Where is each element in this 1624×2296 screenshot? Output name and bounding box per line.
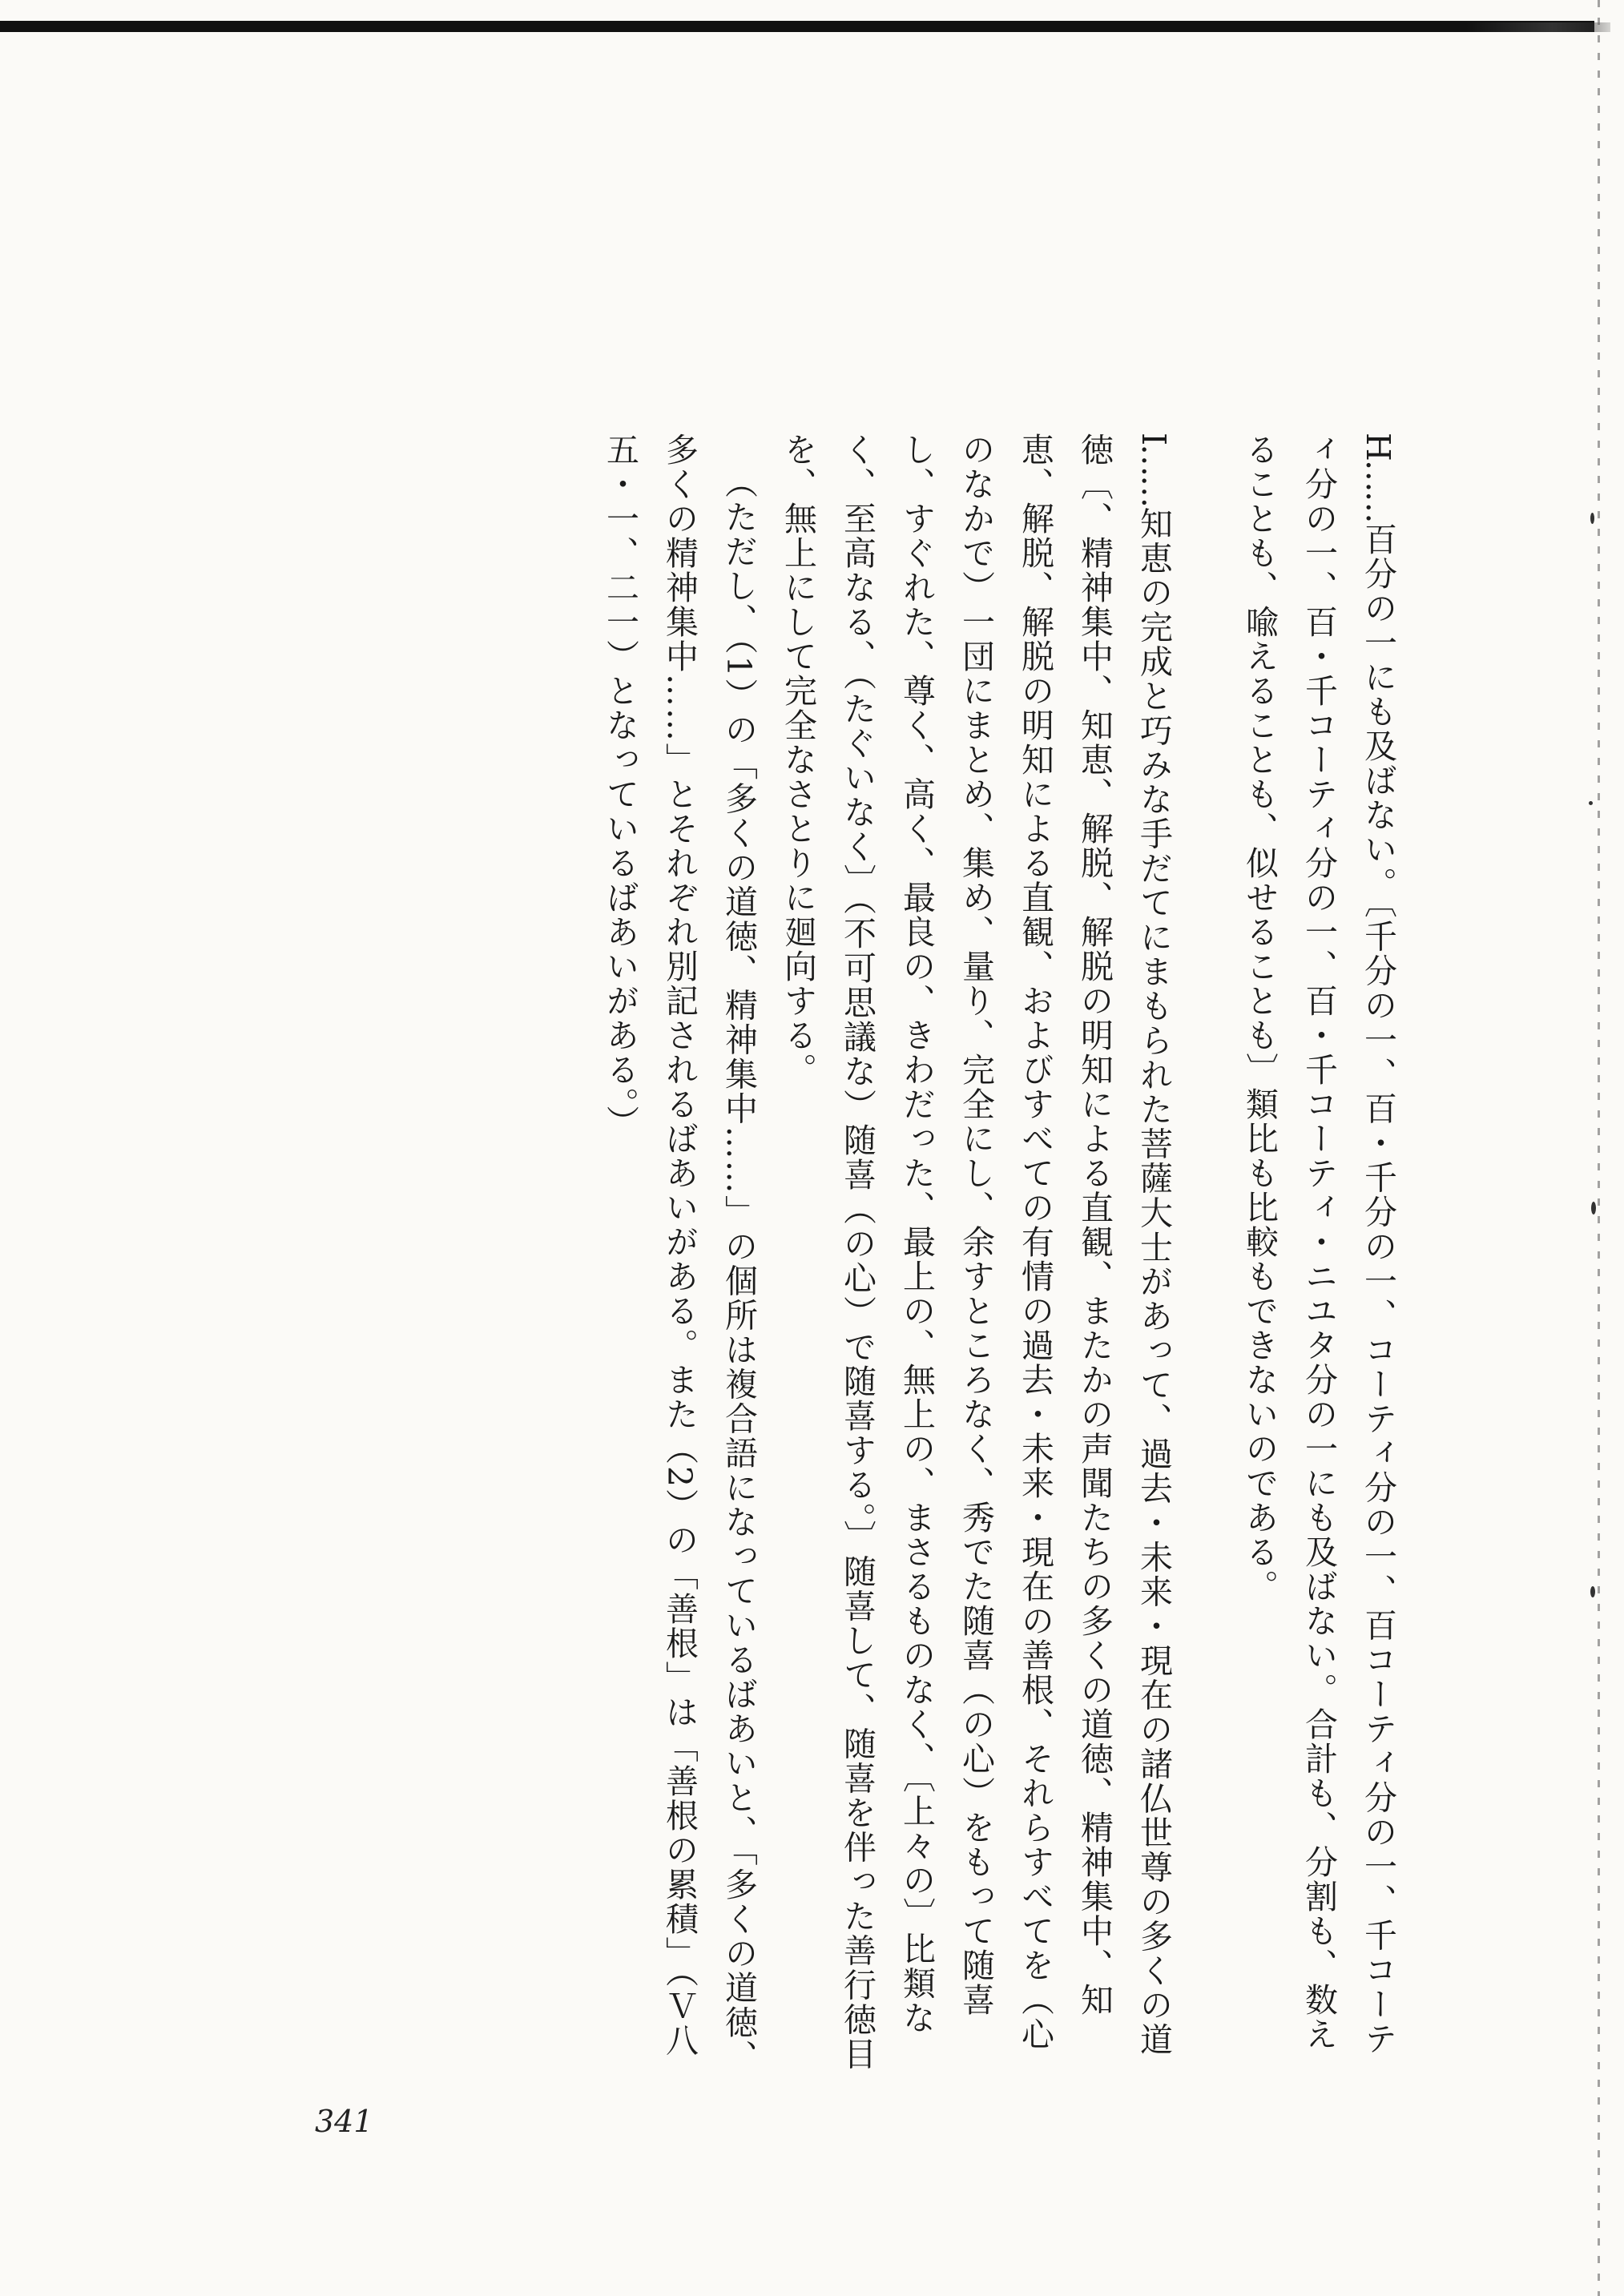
- editor-note-text: （ただし、（1）の「多くの道徳、精神集中……」の個所は複合語になっているばあいと、「多くの道徳、多くの精神集中……」とそれぞれ別記されるばあいがある。また（2）の「善根」は「善根の累積」（Ｖ八五・一、二一）となっているばあいがある。）: [601, 433, 758, 2075]
- entry-H-text: 百分の一にも及ばない。〔千分の一、百・千分の一、コーティ分の一、百コーティ分の一、千コーティ分の一、百・千コーティ分の一、百・千コーティ・ニユタ分の一にも及ばない。合計も、分割も、数えることも、喩えることも、似せることも〕類比も比較もできないのである。: [1240, 433, 1397, 2056]
- scan-speck: [1589, 801, 1593, 805]
- scan-speck: [1590, 1586, 1595, 1597]
- page-number: 341: [315, 2104, 373, 2139]
- entry-I-marker: I……: [1134, 433, 1173, 507]
- scan-speck: [1590, 513, 1594, 524]
- entry-H: [1230, 433, 1408, 2083]
- top-border-rule-tail: [1466, 22, 1610, 32]
- editor-note: [590, 433, 768, 2083]
- scan-speck: [1591, 1202, 1596, 1214]
- entry-I: [768, 433, 1183, 2083]
- top-border-rule: [0, 21, 1594, 32]
- entry-I-text: 知恵の完成と巧みな手だてにまもられた菩薩大士があって、過去・未来・現在の諸仏世尊の多くの道徳〔、精神集中、知恵、解脱、解脱の明知による直観、またかの声聞たちの多くの道徳、精神集中、知恵、解脱、解脱の明知による直観、およびすべての有情の過去・未来・現在の善根、それらすべてを（心のなかで）一団にまとめ、集め、量り、完全にし、余すところなく、秀でた随喜（の心）をもって随喜し、すぐれた、尊く、高く、最良の、きわだった、最上の、無上の、まさるものなく、〔上々の〕比類なく、至高なる、（たぐいなく〕（不可思議な）随喜（の心）で随喜する。〕随喜して、随喜を伴った善行徳目を、無上にして完全なさとりに廻向する。: [779, 433, 1173, 2072]
- scan-edge-marks: [1598, 0, 1600, 2296]
- main-text-column-block: [590, 433, 1408, 2083]
- entry-H-marker: H……: [1359, 433, 1397, 522]
